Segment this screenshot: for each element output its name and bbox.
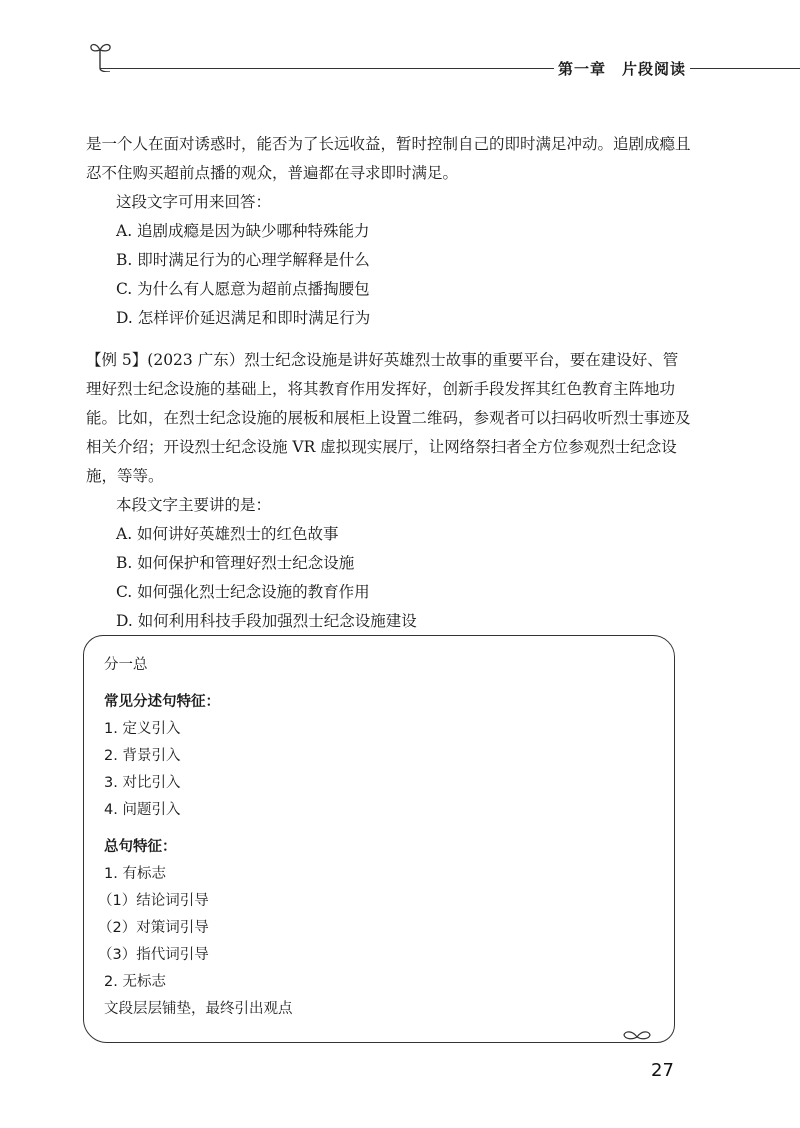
zong-sub-3: （3）指代词引导 bbox=[98, 947, 209, 963]
example5-option-b: B. 如何保护和管理好烈士纪念设施 bbox=[116, 554, 355, 572]
example5-question: 本段文字主要讲的是： bbox=[116, 496, 272, 514]
page-number: 27 bbox=[651, 1060, 674, 1081]
intro-option-b: B. 即时满足行为的心理学解释是什么 bbox=[116, 251, 370, 269]
intro-paragraph: 是一个人在面对诱惑时，能否为了长远收益，暂时控制自己的即时满足冲动。追剧成瘾且忍不住购买超前点播的观众，普遍都在寻求即时满足。 bbox=[86, 135, 691, 182]
intro-option-a: A. 追剧成瘾是因为缺少哪种特殊能力 bbox=[116, 222, 370, 240]
header-rule-left bbox=[100, 68, 554, 69]
leaf-icon bbox=[622, 1029, 652, 1043]
fen-item-2: 2. 背景引入 bbox=[104, 748, 181, 764]
box-title: 分一总 bbox=[104, 657, 148, 673]
example5-paragraph: 【例 5】(2023 广东）烈士纪念设施是讲好英雄烈士故事的重要平台，要在建设好、管理好烈士纪念设施的基础上，将其教育作用发挥好，创新手段发挥其红色教育主阵地功能。比如，在烈士纪念设施的展板和展柜上设置二维码，参观者可以扫码收听烈士事迹及相关介绍；开设烈士纪念设施 VR 虚拟现实展厅，让网络祭扫者全方位参观烈士纪念设施，等等。 bbox=[86, 351, 691, 485]
page-header bbox=[80, 34, 800, 78]
fen-heading: 常见分述句特征： bbox=[104, 694, 220, 710]
zong-sub-1: （1）结论词引导 bbox=[98, 893, 209, 909]
fen-item-4: 4. 问题引入 bbox=[104, 802, 181, 818]
fen-item-3: 3. 对比引入 bbox=[104, 775, 181, 791]
example5-option-a: A. 如何讲好英雄烈士的红色故事 bbox=[116, 525, 339, 543]
intro-question: 这段文字可用来回答： bbox=[116, 193, 272, 211]
header-rule-right bbox=[690, 68, 800, 69]
intro-option-d: D. 怎样评价延迟满足和即时满足行为 bbox=[116, 309, 371, 327]
example5-option-c: C. 如何强化烈士纪念设施的教育作用 bbox=[116, 583, 370, 601]
zong-item-2-desc: 文段层层铺垫，最终引出观点 bbox=[104, 1001, 293, 1017]
summary-box bbox=[83, 635, 675, 1043]
intro-option-c: C. 为什么有人愿意为超前点播掏腰包 bbox=[116, 280, 370, 298]
zong-item-2: 2. 无标志 bbox=[104, 974, 166, 990]
chapter-number: 第一章 bbox=[558, 60, 607, 78]
chapter-title bbox=[558, 58, 702, 79]
main-content bbox=[86, 130, 692, 636]
zong-item-1: 1. 有标志 bbox=[104, 866, 166, 882]
zong-heading: 总句特征： bbox=[104, 839, 177, 855]
section-title: 片段阅读 bbox=[622, 60, 687, 78]
zong-sub-2: （2）对策词引导 bbox=[98, 920, 209, 936]
example5-option-d: D. 如何利用科技手段加强烈士纪念设施建设 bbox=[116, 612, 417, 630]
sprout-icon bbox=[88, 38, 114, 72]
fen-item-1: 1. 定义引入 bbox=[104, 721, 181, 737]
